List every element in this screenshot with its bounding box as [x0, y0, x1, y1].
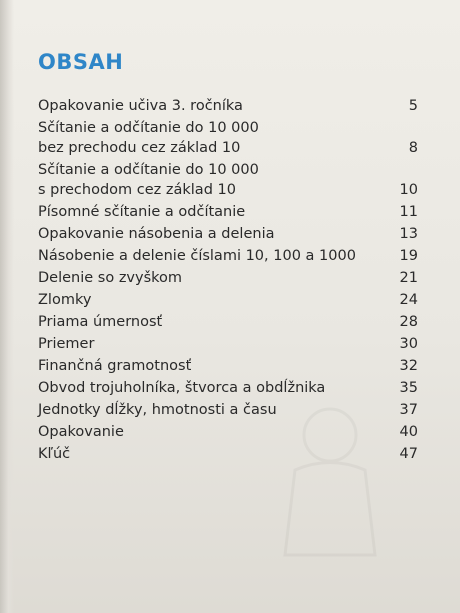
page-title: OBSAH	[38, 50, 124, 74]
toc-entry-page: 35	[399, 380, 418, 396]
toc-entry-page: 32	[399, 358, 418, 374]
toc-entry-page: 40	[399, 424, 418, 440]
toc-entry-page: 37	[399, 402, 418, 418]
page-binding-edge	[0, 0, 14, 613]
toc-entry-title: Sčítanie a odčítanie do 10 000 bez prechodu cez základ 10	[38, 120, 259, 156]
toc-entry	[38, 246, 418, 268]
toc-entry	[38, 334, 418, 356]
toc-entry	[38, 356, 418, 378]
toc-entry-title: Obvod trojuholníka, štvorca a obdĺžnika	[38, 380, 326, 396]
toc-entry-title: Opakovanie násobenia a delenia	[38, 226, 275, 242]
toc-entry	[38, 202, 418, 224]
toc-entry-title: Opakovanie učiva 3. ročníka	[38, 98, 243, 114]
toc-entry-title: Násobenie a delenie číslami 10, 100 a 1000	[38, 248, 356, 264]
toc-entry-page: 28	[399, 314, 418, 330]
toc-entry	[38, 96, 418, 118]
table-of-contents	[38, 96, 418, 466]
toc-entry	[38, 378, 418, 400]
toc-entry-page: 5	[408, 98, 418, 114]
toc-entry-page: 30	[399, 336, 418, 352]
toc-entry	[38, 268, 418, 290]
toc-entry	[38, 400, 418, 422]
toc-entry-page: 10	[399, 182, 418, 198]
toc-entry-page: 8	[408, 140, 418, 156]
toc-entry	[38, 290, 418, 312]
toc-entry-title: Jednotky dĺžky, hmotnosti a času	[38, 402, 277, 418]
toc-entry-page: 24	[399, 292, 418, 308]
toc-entry	[38, 160, 418, 202]
toc-entry	[38, 422, 418, 444]
toc-entry-title: Sčítanie a odčítanie do 10 000 s prechodom cez základ 10	[38, 162, 259, 198]
toc-entry	[38, 312, 418, 334]
toc-entry	[38, 224, 418, 246]
toc-entry-title: Zlomky	[38, 292, 92, 308]
toc-entry-page: 47	[399, 446, 418, 462]
toc-entry-title: Priama úmernosť	[38, 314, 163, 330]
toc-entry-page: 21	[399, 270, 418, 286]
toc-entry-title: Písomné sčítanie a odčítanie	[38, 204, 246, 220]
toc-entry-title: Delenie so zvyškom	[38, 270, 183, 286]
toc-entry-title: Finančná gramotnosť	[38, 358, 192, 374]
toc-entry	[38, 118, 418, 160]
toc-entry-page: 19	[399, 248, 418, 264]
toc-entry-title: Opakovanie	[38, 424, 124, 440]
toc-entry	[38, 444, 418, 466]
toc-entry-page: 13	[399, 226, 418, 242]
toc-entry-page: 11	[399, 204, 418, 220]
toc-entry-title: Priemer	[38, 336, 95, 352]
toc-entry-title: Kľúč	[38, 446, 71, 462]
